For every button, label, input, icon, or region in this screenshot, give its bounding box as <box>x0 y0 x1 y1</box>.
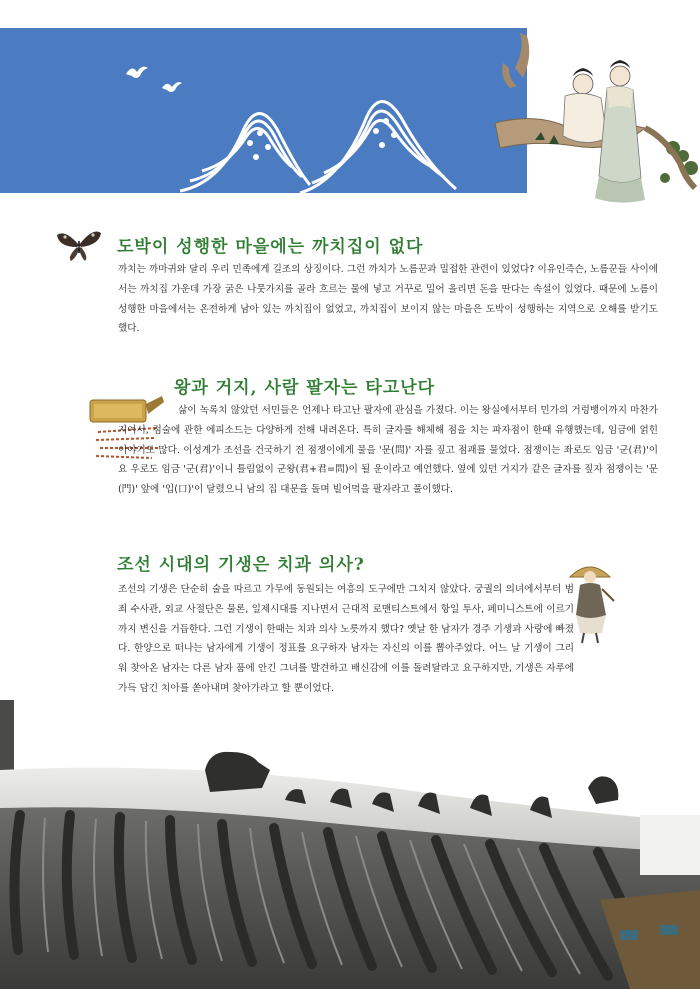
section-body: 조선의 기생은 단순히 술을 따르고 가무에 동원되는 여흥의 도구에만 그치지 않았다. 궁궐의 의녀에서부터 범죄 수사관, 외교 사절단은 물론, 일제시대를 지나면서 근대적 로맨티스트에서 항일 투사, 페미니스트에 이르기까지 변신을 거듭한다. 그런 기생이 한때는 치과 의사 노릇까지 했다? 옛날 한 남자가 경주 기생과 사랑에 빠졌다. 한양으로 떠나는 남자에게 기생이 정표를 요구하자 남자는 자신의 이를 뽑아주었다. 어느 날 기생이 그리워 찾아온 남자는 다른 남자 품에 안긴 그녀를 발견하고 배신감에 이를 돌려달라고 요구하지만, 기생은 자루에 가득 담긴 치아를 쏟아내며 찾아가라고 할 뿐이었다. <box>118 584 574 694</box>
header-banner <box>0 28 527 193</box>
section-heading: 도박이 성행한 마을에는 까치집이 없다 <box>117 237 424 257</box>
palace-roof-photo <box>0 700 700 989</box>
traveler-with-hat-figure <box>562 555 620 645</box>
butterfly-icon <box>55 227 103 263</box>
section-body: 까치는 까마귀와 달리 우리 민족에게 길조의 상징이다. 그런 까치가 노름꾼과 밀접한 관련이 있었다? 이유인즉슨, 노름꾼들 사이에서는 까치집 가운데 가장 굵은 나뭇가지를 골라 흐르는 물에 넣고 거꾸로 밀어 올리면 돈을 딴다는 속설이 있었다. 때문에 노름이 성행한 마을에서는 온전하게 남아 있는 까치집이 없었고, 까치집이 보이지 않는 마을은 도박이 성행하는 지역으로 오해를 받기도 했다. <box>118 264 658 335</box>
section-heading: 왕과 거지, 사람 팔자는 타고난다 <box>174 378 436 398</box>
section-body: 삶이 녹록치 않았던 서민들은 언제나 타고난 팔자에 관심을 가졌다. 이는 왕실에서부터 민가의 거렁뱅이까지 마찬가지여서, 점술에 관한 에피소드는 다양하게 전해 내려온다. 특히 글자를 해체해 점을 치는 파자점이 한때 유행했는데, 임금에 얽힌 이야기도 많다. 이성계가 조선을 건국하기 전 점쟁이에게 물을 '문(問)' 자를 짚고 점괘를 물었다. 점쟁이는 좌로도 임금 '군(君)'이요 우로도 임금 '군(君)'이니 틀림없이 군왕(君+君=問)이 될 운이라고 예언했다. 옆에 있던 거지가 같은 글자를 짚자 점쟁이는 '문(門)' 앞에 '입(口)'이 달렸으니 남의 집 대문을 돌며 빌어먹을 팔자라고 풀이했다. <box>118 405 658 496</box>
women-on-branch-painting <box>495 28 700 206</box>
bird-icon <box>124 62 150 82</box>
mountain-wave-pattern <box>180 73 470 198</box>
section-heading: 조선 시대의 기생은 치과 의사? <box>117 555 365 575</box>
